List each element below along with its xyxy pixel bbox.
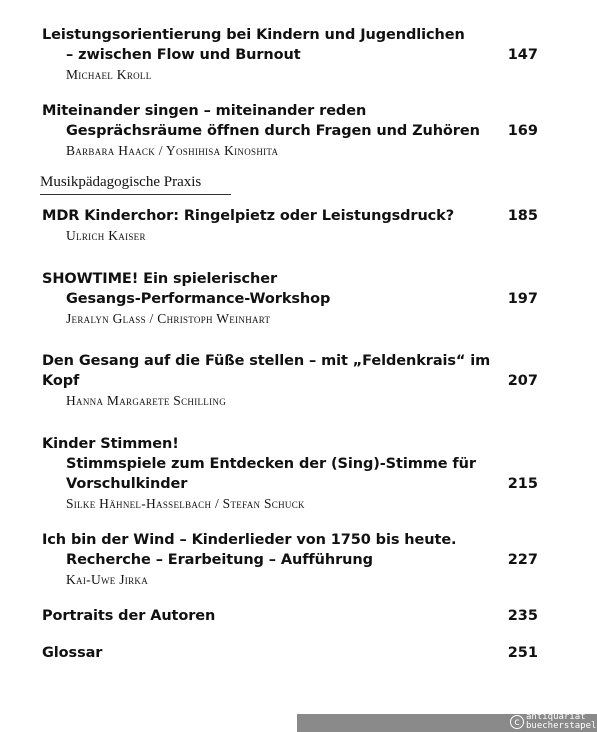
entry-title-line: Portraits der Autoren [42,608,216,624]
watermark-text: antiquariat buecherstapel [526,712,597,731]
section-heading: Musikpädagogische Praxis [40,172,231,195]
entry-page-number: 227 [507,552,538,568]
toc-entry [42,530,538,589]
entry-title-line: Den Gesang auf die Füße stellen – mit „Feldenkrais“ im [42,353,491,369]
entry-title-line: Gesangs-Performance-Workshop [66,291,331,307]
entry-authors: Jeralyn Glass / Christoph Weinhart [66,311,271,326]
entry-authors: Barbara Haack / Yoshihisa Kinoshita [66,143,279,158]
entry-page-number: 235 [507,608,538,624]
entry-authors: Ulrich Kaiser [66,228,146,243]
entry-authors: Kai-Uwe Jirka [66,572,149,587]
entry-title-line: Ich bin der Wind – Kinderlieder von 1750 bis heute. [42,532,457,548]
entry-title-line: Leistungsorientierung bei Kindern und Jugendlichen [42,27,465,43]
entry-authors: Michael Kroll [66,67,152,82]
copyright-icon: c [510,715,524,729]
watermark-logo [510,712,597,732]
toc-entry [42,101,538,160]
toc-entry [42,269,538,328]
toc-entry [42,643,538,663]
entry-authors: Hanna Margarete Schilling [66,393,226,408]
entry-page-number: 207 [507,373,538,389]
entry-page-number: 169 [507,123,538,139]
toc-entry [42,606,538,626]
entry-title-line: Miteinander singen – miteinander reden [42,103,367,119]
entry-title-line: Recherche – Erarbeitung – Aufführung [66,552,373,568]
entry-title-line: MDR Kinderchor: Ringelpietz oder Leistungsdruck? [42,208,455,224]
entry-title-line: Gesprächsräume öffnen durch Fragen und Zuhören [66,123,480,139]
entry-page-number: 197 [507,291,538,307]
entry-title-line: SHOWTIME! Ein spielerischer [42,271,277,287]
entry-title-line: Stimmspiele zum Entdecken der (Sing)-Stimme für [66,456,476,472]
entry-title-line: Vorschulkinder [66,476,188,492]
toc-entry [42,25,538,84]
entry-title-line: – zwischen Flow und Burnout [66,47,301,63]
toc-entry [42,351,538,410]
entry-page-number: 185 [507,208,538,224]
entry-title-line: Kopf [42,373,80,389]
entry-title-line: Kinder Stimmen! [42,436,179,452]
entry-page-number: 251 [507,645,538,661]
toc-entry [42,434,538,513]
entry-page-number: 147 [507,47,538,63]
entry-page-number: 215 [507,476,538,492]
entry-authors: Silke Hähnel-Hasselbach / Stefan Schuck [66,496,305,511]
toc-entry [42,206,538,245]
entry-title-line: Glossar [42,645,103,661]
